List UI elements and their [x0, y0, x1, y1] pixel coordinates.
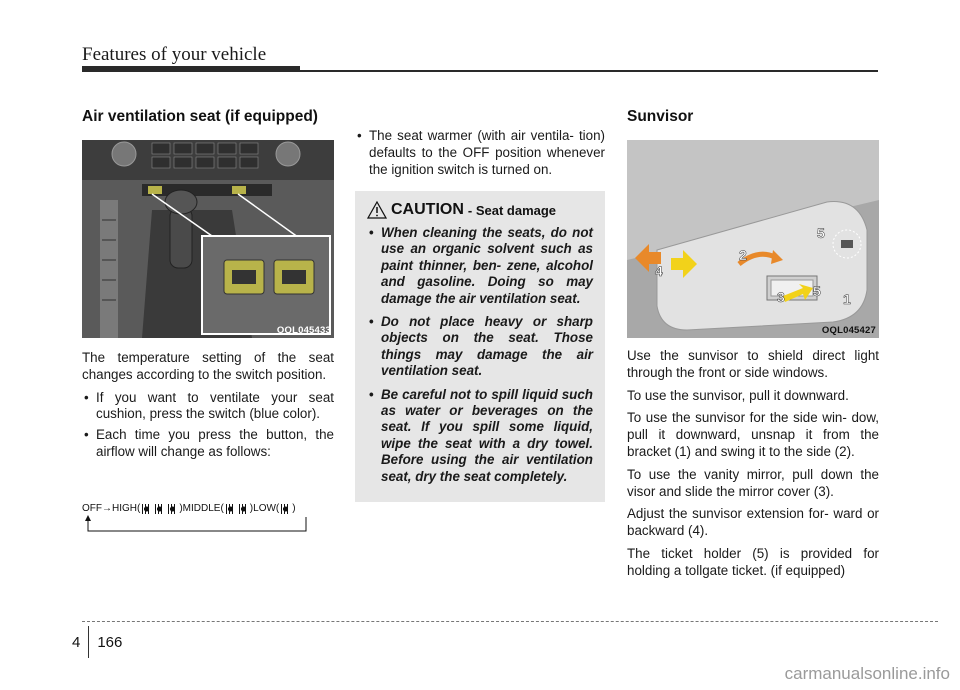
section-title-sunvisor: Sunvisor — [627, 108, 694, 125]
caution-subtitle: - Seat damage — [467, 202, 557, 218]
caution-list — [367, 225, 593, 485]
page-number-value: 166 — [97, 633, 123, 651]
sunvisor-paragraph: Adjust the sunvisor extension for- ward or backward (4). — [627, 506, 879, 539]
footer-rule — [82, 621, 938, 622]
airflow-close: ) — [292, 503, 296, 514]
list-item: • If you want to ventilate your seat cushion, press the switch (blue color). — [82, 390, 334, 424]
return-arrow-icon — [82, 499, 334, 535]
ventilation-seat-photo — [82, 140, 334, 338]
callout-3: 3 — [777, 289, 785, 305]
sunvisor-illustration — [627, 140, 879, 338]
ventilation-intro: The temperature setting of the seat changes according to the switch position. — [82, 350, 334, 382]
photo-code: OQL045433 — [276, 325, 331, 336]
seat-warmer-bullets — [355, 128, 605, 178]
list-item: • Each time you press the button, the airflow will change as follows: — [82, 427, 334, 461]
caution-title: CAUTION — [391, 201, 464, 218]
page-number — [72, 626, 122, 658]
list-item: • The seat warmer (with air ventila- tion) defaults to the OFF position whenever the ignition switch is turned on. — [355, 128, 605, 178]
section-title-ventilation: Air ventilation seat (if equipped) — [82, 108, 318, 125]
callout-5b: 5 — [813, 283, 821, 299]
middle-column — [355, 128, 605, 184]
photo-code: OQL045427 — [821, 325, 876, 336]
sunvisor-paragraph: To use the sunvisor, pull it downward. — [627, 387, 849, 403]
ventilation-bullets — [82, 390, 334, 461]
watermark: carmanualsonline.info — [784, 664, 950, 683]
sunvisor-photo — [627, 140, 879, 338]
callout-1: 1 — [843, 291, 851, 307]
sunvisor-paragraph: The ticket holder (5) is provided for holding a tollgate ticket. (if equipped) — [627, 545, 879, 578]
console-illustration — [82, 140, 334, 338]
arrow-icon: → — [102, 503, 112, 514]
sunvisor-paragraph: Use the sunvisor to shield direct light through the front or side windows. — [627, 348, 879, 380]
airflow-low: )LOW( — [249, 503, 280, 514]
callout-2: 2 — [739, 247, 747, 263]
warning-triangle-icon — [367, 201, 387, 219]
list-item: • Do not place heavy or sharp objects on the seat. Those things may damage the air ventilation seat. — [367, 314, 593, 380]
callout-4: 4 — [655, 263, 663, 279]
airflow-diagram — [82, 499, 334, 535]
airflow-high: HIGH( — [112, 503, 141, 514]
airflow-middle: )MIDDLE( — [179, 503, 224, 514]
sunvisor-paragraph: To use the sunvisor for the side win- dow, pull it downward, unsnap it from the bracket (1) and swing it to the side (2). — [627, 410, 879, 459]
header-rule-thin — [300, 70, 878, 72]
right-column — [627, 108, 879, 586]
callout-5: 5 — [817, 225, 825, 241]
caution-header — [367, 201, 593, 219]
left-column — [82, 108, 334, 467]
list-item: • When cleaning the seats, do not use an organic solvent such as paint thinner, ben- zene, alcohol and gasoline. Doing so may damage the air ventilation seat. — [367, 225, 593, 307]
chapter-number: 4 — [72, 633, 81, 651]
sunvisor-paragraph: To use the vanity mirror, pull down the visor and slide the mirror cover (3). — [627, 466, 879, 499]
caution-box — [355, 191, 605, 502]
page-header-title: Features of your vehicle — [82, 44, 267, 65]
header-rule — [82, 66, 300, 72]
airflow-off: OFF — [82, 503, 102, 514]
page-separator — [88, 626, 89, 658]
list-item: • Be careful not to spill liquid such as water or beverages on the seat. If you spill some liquid, wipe the seat with a dry towel. Before using the air ventilation seat, dry the seat completely. — [367, 387, 593, 485]
